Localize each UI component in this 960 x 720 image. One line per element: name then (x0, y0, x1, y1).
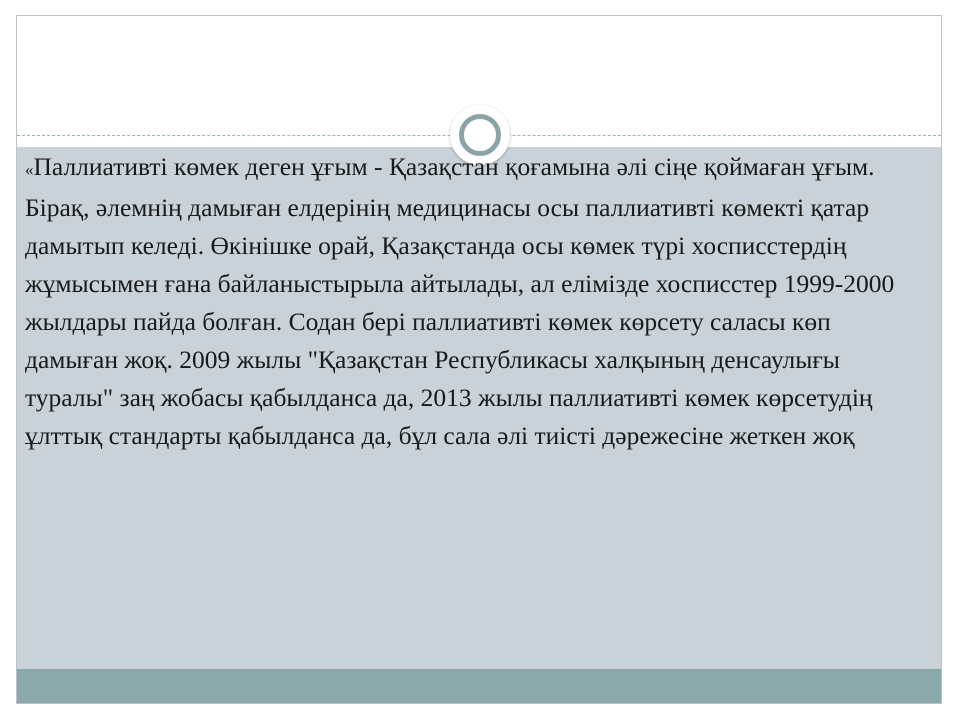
slide-body-text (25, 148, 910, 455)
body-paragraph: Паллиативті көмек деген ұғым - Қазақстан қоғамына әлі сіңе қоймаған ұғым. Бірақ, әлемнің дамыған елдерінің медицинасы осы паллиативті көмекті қатар дамытып келеді. Өкінішке орай, Қазақстанда осы көмек түрі хосписстердің жұмысымен ғана байланыстырыла айтылады, ал елімізде хосписстер 1999-2000 жылдары пайда болған. Содан бері паллиативті көмек көрсету саласы көп дамыған жоқ. 2009 жылы "Қазақстан Республикасы халқының денсаулығы туралы" заң жобасы қабылданса да, 2013 жылы паллиативті көмек көрсетудің ұлттық стандарты қабылданса да, бұл сала әлі тиісті дәрежесіне жеткен жоқ (25, 152, 895, 450)
open-quote-mark: « (25, 160, 34, 179)
slide-footer-bar (17, 669, 941, 703)
